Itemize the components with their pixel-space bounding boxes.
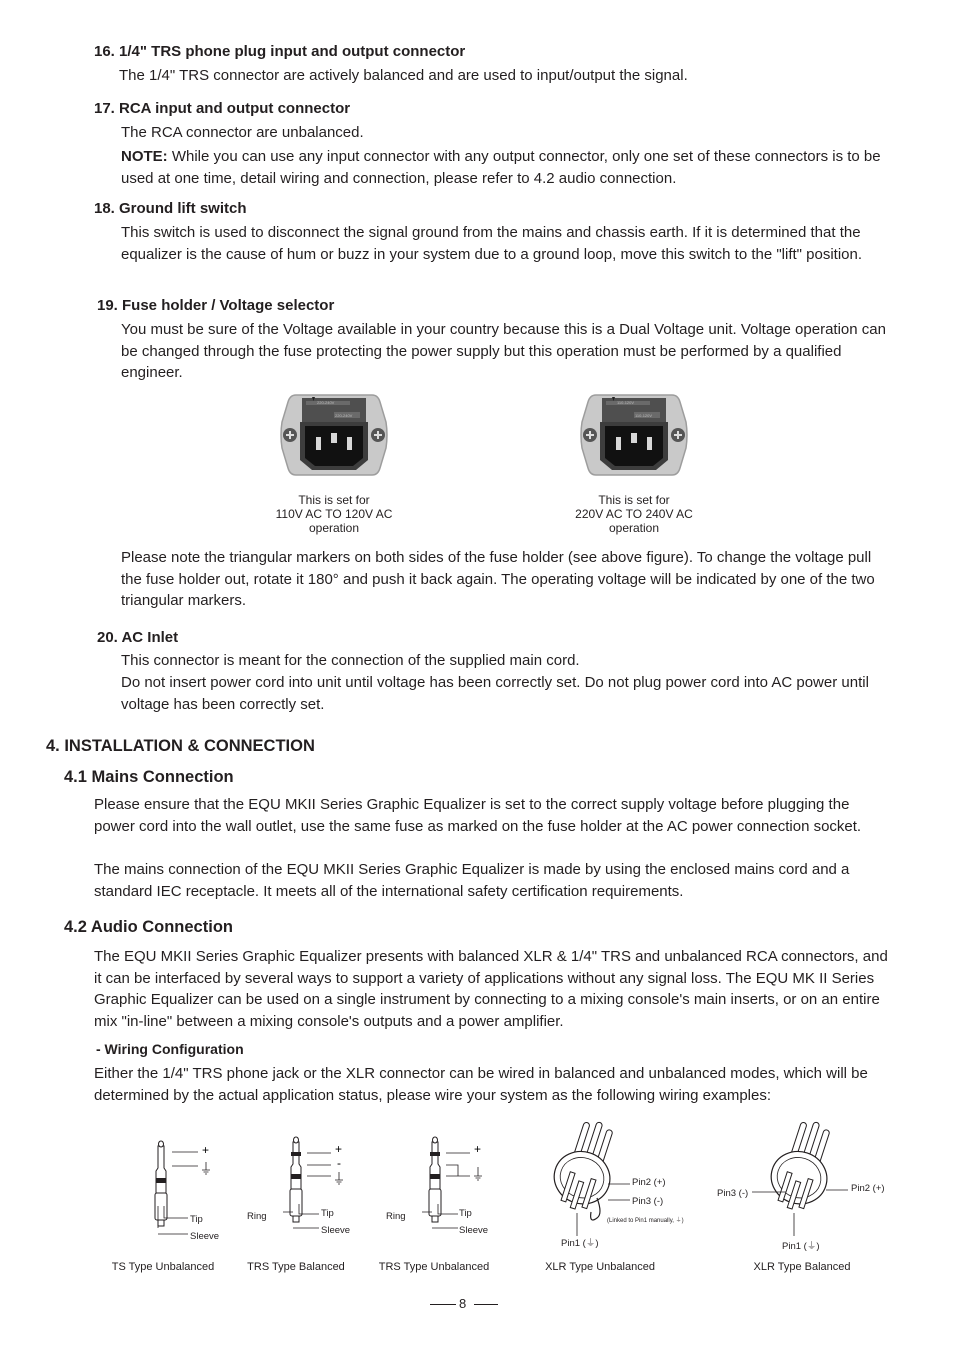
ground-icon [335,1172,343,1184]
xlr-bal-pin3-label: Pin3 (-) [717,1188,749,1199]
wiring-heading: - Wiring Configuration [96,1041,244,1057]
trs-unbal-tip-label: Tip [459,1208,472,1219]
caption-line: operation [608,521,660,535]
section-20-text1: This connector is meant for the connection of the supplied main cord. [121,652,580,669]
section-41-p2: The mains connection of the EQU MKII Series Graphic Equalizer is made by using the enclosed mains cord and a standard IEC receptacle. It meets all of the international safety certification requirements. [94,861,850,900]
section-16-text: The 1/4" TRS connector are actively balanced and are used to input/output the signal. [119,67,688,84]
pin1-close: ) [595,1238,599,1249]
section-20-heading: 20. AC Inlet [97,629,179,646]
section-42-heading: 4.2 Audio Connection [64,918,233,936]
page-number-rule-left [430,1304,456,1305]
pin1-close: ) [816,1241,820,1252]
caption-line: operation [308,521,360,535]
caption-line: This is set for [598,493,670,507]
xlr-plug-icon [533,1118,633,1243]
trs-bal-ring-label: Ring [247,1211,267,1222]
ts-sleeve-label: Sleeve [190,1231,220,1242]
caption-line: This is set for [298,493,370,507]
minus-sign: - [337,1156,341,1170]
xlr-unbal-pin1-label [561,1235,599,1249]
section-4-heading: 4. INSTALLATION & CONNECTION [46,737,315,755]
ground-icon [474,1167,482,1180]
trs-bal-sleeve-label: Sleeve [321,1225,351,1236]
ground-icon: ⏚ [585,1238,596,1249]
wiring-text: Either the 1/4" TRS phone jack or the XLR connector can be wired in balanced and unbalanced modes, which will be determined by the actual application status, please wire your system as the following wiring examples: [94,1065,868,1104]
plus-sign: + [335,1142,343,1156]
xlr-plug-icon [750,1118,850,1243]
page-number: 8 [459,1296,467,1311]
caption-trs-balanced: TRS Type Balanced [247,1261,345,1273]
fuse-label-top: 110-120V [617,400,635,405]
xlr-unbal-pin2-label: Pin2 (+) [632,1177,666,1188]
section-19-text: You must be sure of the Voltage available in your country because this is a Dual Voltage unit. Voltage operation can be changed through the fuse protecting the power supply but this operation must be performed by a qualified engineer. [121,321,886,381]
note-label: NOTE: [121,148,168,165]
xlr-unbal-linked-label: (Linked to Pin1 manually, ⏚) [607,1218,684,1224]
fuse-label-bottom: 110-120V [635,413,653,418]
ground-icon: ⏚ [675,1218,682,1224]
section-17-note [121,146,891,189]
fuse-holder-figure-220v [576,392,692,478]
section-17-text: The RCA connector are unbalanced. [121,124,364,141]
section-19-heading: 19. Fuse holder / Voltage selector [97,297,335,314]
caption-trs-unbalanced: TRS Type Unbalanced [378,1261,490,1273]
trs-bal-tip-label: Tip [321,1208,334,1219]
xlr-balanced-diagram [750,1118,850,1243]
section-41-heading: 4.1 Mains Connection [64,768,234,786]
linked-text: (Linked to Pin1 manually, [607,1218,674,1224]
xlr-unbalanced-diagram [533,1118,633,1243]
caption-xlr-balanced: XLR Type Balanced [753,1261,851,1273]
section-42-p1: The EQU MKII Series Graphic Equalizer presents with balanced XLR & 1/4" TRS and unbalanced RCA connectors, and it can be interfaced by several ways to support a variety of applications without any signal loss. The EQU MK II Series Graphic Equalizer can be used on a single instrument by connecting to a mixing console's main inserts, or on an entire mix "in-line" between a mixing console's outputs and a power amplifier. [94,948,888,1030]
caption-ts-unbalanced: TS Type Unbalanced [111,1261,215,1273]
caption-line: 220V AC TO 240V AC [575,507,693,521]
plus-sign: + [474,1142,482,1156]
xlr-bal-pin2-label: Pin2 (+) [851,1183,885,1194]
caption-line: 110V AC TO 120V AC [275,507,393,521]
fuse-holder-figure-110v [276,392,392,478]
fuse-caption-220v [554,493,714,535]
trs-unbal-ring-label: Ring [386,1211,406,1222]
pin1-text: Pin1 ( [782,1241,807,1252]
section-19-text2: Please note the triangular markers on both sides of the fuse holder (see above figure). To change the voltage pull the fuse holder out, rotate it 180° and push it back again. The operating voltage will be indicated by one of the two triangular markers. [121,549,875,609]
ground-icon: ⏚ [806,1241,817,1252]
ground-icon [202,1162,210,1174]
trs-unbal-sleeve-label: Sleeve [459,1225,489,1236]
section-18-heading: 18. Ground lift switch [94,200,247,217]
section-16-heading: 16. 1/4" TRS phone plug input and output connector [94,43,466,60]
fuse-label-bottom: 220-240V [335,413,353,418]
plus-sign: + [202,1143,210,1157]
section-41-p1: Please ensure that the EQU MKII Series Graphic Equalizer is set to the correct supply voltage before plugging the power cord into the wall outlet, use the same fuse as marked on the fuse holder at the AC power connection socket. [94,796,862,835]
section-18-text: This switch is used to disconnect the signal ground from the mains and chassis earth. If it is determined that the equalizer is the cause of hum or buzz in your system due to a ground loop, move this switch to the "lift" position. [121,224,863,263]
section-17-heading: 17. RCA input and output connector [94,100,351,117]
section-20-text2: Do not insert power cord into unit until voltage has been correctly set. Do not plug power cord into AC power until voltage has been correctly set. [121,674,869,713]
note-text: While you can use any input connector with any output connector, only one set of these connectors is to be used at one time, detail wiring and connection, please refer to 4.2 audio connection. [121,148,881,187]
ts-tip-label: Tip [190,1214,203,1225]
xlr-unbal-pin3-label: Pin3 (-) [632,1196,664,1207]
fuse-caption-110v [254,493,414,535]
ac-inlet-fuse-icon [576,392,692,478]
page-number-rule-right [474,1304,498,1305]
ac-inlet-fuse-icon [276,392,392,478]
xlr-bal-pin1-label [782,1238,820,1252]
pin1-text: Pin1 ( [561,1238,586,1249]
caption-xlr-unbalanced: XLR Type Unbalanced [545,1261,655,1273]
fuse-label-top: 220-240V [317,400,335,405]
